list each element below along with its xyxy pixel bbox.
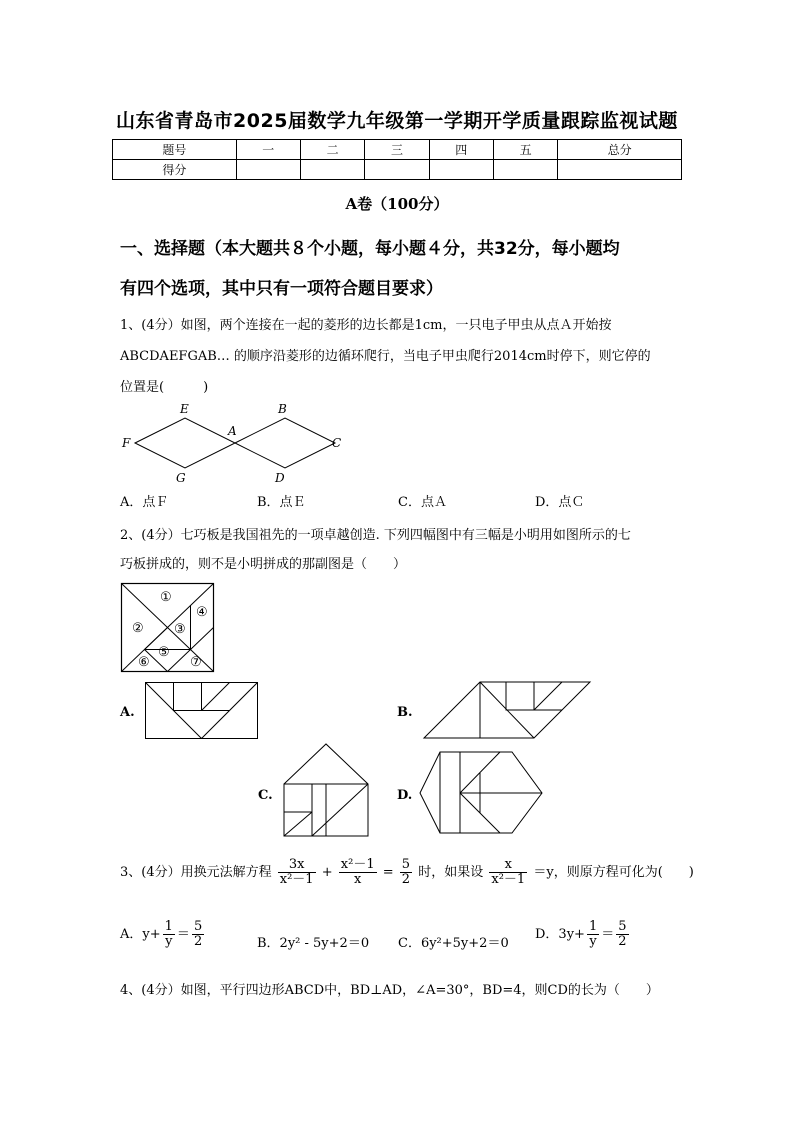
q3-line xyxy=(120,858,720,887)
q2-option-b-label: B. xyxy=(397,705,413,720)
q3-plus: + xyxy=(321,865,333,880)
q2-option-c-figure xyxy=(282,742,372,838)
section-heading-line1: 一、选择题（本大题共８个小题，每小题４分，共32分，每小题均 xyxy=(120,239,620,259)
piece-label: ⑥ xyxy=(138,655,150,670)
score-table xyxy=(112,139,682,180)
score-cell xyxy=(493,160,557,180)
q2-option-a-figure xyxy=(144,681,260,741)
label-E: E xyxy=(180,402,189,416)
q1-line2: ABCDAEFGAB… 的顺序沿菱形的边循环爬行，当电子甲虫爬行2014cm时停下，则它停的 xyxy=(120,349,651,364)
q2-option-a-label: A. xyxy=(120,705,135,720)
score-header-cell: 题号 xyxy=(113,140,237,160)
q3-option-b: B．2y² - 5y+2＝0 xyxy=(257,936,370,951)
score-cell xyxy=(365,160,429,180)
q3-option-c: C．6y²+5y+2＝0 xyxy=(398,936,509,951)
score-header-cell: 四 xyxy=(429,140,493,160)
score-table-header-row xyxy=(113,140,682,160)
piece-label: ⑦ xyxy=(190,655,202,670)
right-rhombus xyxy=(235,418,335,468)
score-cell xyxy=(236,160,300,180)
q3-frac1: $\frac{3x}{\text{x²－1}}$ xyxy=(279,857,314,887)
q3-suffix: ＝y，则原方程可化为( ) xyxy=(533,865,694,880)
score-cell xyxy=(300,160,364,180)
q2-option-c-label: C. xyxy=(258,788,273,803)
score-cell xyxy=(429,160,493,180)
score-header-cell: 一 xyxy=(236,140,300,160)
label-D: D xyxy=(275,471,285,485)
label-B: B xyxy=(278,402,287,416)
label-C: C xyxy=(332,436,342,450)
score-cell xyxy=(558,160,682,180)
label-G: G xyxy=(176,471,186,485)
piece-label: ③ xyxy=(174,622,186,637)
score-table-row xyxy=(113,160,682,180)
q1-line3: 位置是( ) xyxy=(120,380,209,395)
piece-label: ⑤ xyxy=(158,645,170,660)
q3-option-a: A．y+ $\frac{1}{y}$ ＝ $\frac{5}{2}$ xyxy=(120,919,203,949)
piece-label: ② xyxy=(132,621,144,636)
label-A: A xyxy=(228,424,237,438)
q2-option-d-label: D. xyxy=(397,788,413,803)
rhombus-figure xyxy=(118,398,344,486)
q1-option-c: C．点Ａ xyxy=(398,495,447,510)
score-row-label: 得分 xyxy=(113,160,237,180)
piece-label: ④ xyxy=(196,605,208,620)
q3-eq: = xyxy=(382,865,394,880)
q1-option-d: D．点Ｃ xyxy=(535,495,585,510)
q2-option-d-figure xyxy=(418,750,546,836)
label-F: F xyxy=(122,436,131,450)
section-heading-line2: 有四个选项，其中只有一项符合题目要求） xyxy=(120,279,443,299)
piece-label: ① xyxy=(160,590,172,605)
score-header-cell: 总分 xyxy=(558,140,682,160)
q4-line1: 4、(4分）如图，平行四边形ABCD中，BD⊥AD，∠A=30°，BD=4，则CD的长为（ ） xyxy=(120,983,659,998)
score-header-cell: 三 xyxy=(365,140,429,160)
score-header-cell: 五 xyxy=(493,140,557,160)
volume-heading: A卷（100分） xyxy=(345,195,449,213)
score-header-cell: 二 xyxy=(300,140,364,160)
q1-line1: 1、(4分）如图，两个连接在一起的菱形的边长都是1cm，一只电子甲虫从点Ａ开始按 xyxy=(120,318,612,333)
q2-option-b-figure xyxy=(422,680,592,742)
q3-option-d: D．3y+ $\frac{1}{y}$ ＝ $\frac{5}{2}$ xyxy=(535,919,627,949)
exam-title: 山东省青岛市2025届数学九年级第一学期开学质量跟踪监视试题 xyxy=(116,110,678,132)
q2-line2: 巧板拼成的，则不是小明拼成的那副图是（ ） xyxy=(120,557,407,572)
q2-line1: 2、(4分）七巧板是我国祖先的一项卓越创造. 下列四幅图中有三幅是小明用如图所示的七 xyxy=(120,528,631,543)
tangram-reference xyxy=(120,582,216,674)
q1-option-a: A．点Ｆ xyxy=(120,495,169,510)
q3-prefix: 3、(4分）用换元法解方程 xyxy=(120,865,272,880)
left-rhombus xyxy=(135,418,235,468)
q1-option-b: B．点Ｅ xyxy=(257,495,306,510)
q3-frac3: $\frac{5}{2}$ xyxy=(401,857,411,887)
q3-mid: 时，如果设 xyxy=(418,865,484,880)
q3-frac2: $\frac{\text{x²－1}}{x}$ xyxy=(340,857,375,887)
q3-frac4: $\frac{x}{\text{x²－1}}$ xyxy=(491,857,526,887)
